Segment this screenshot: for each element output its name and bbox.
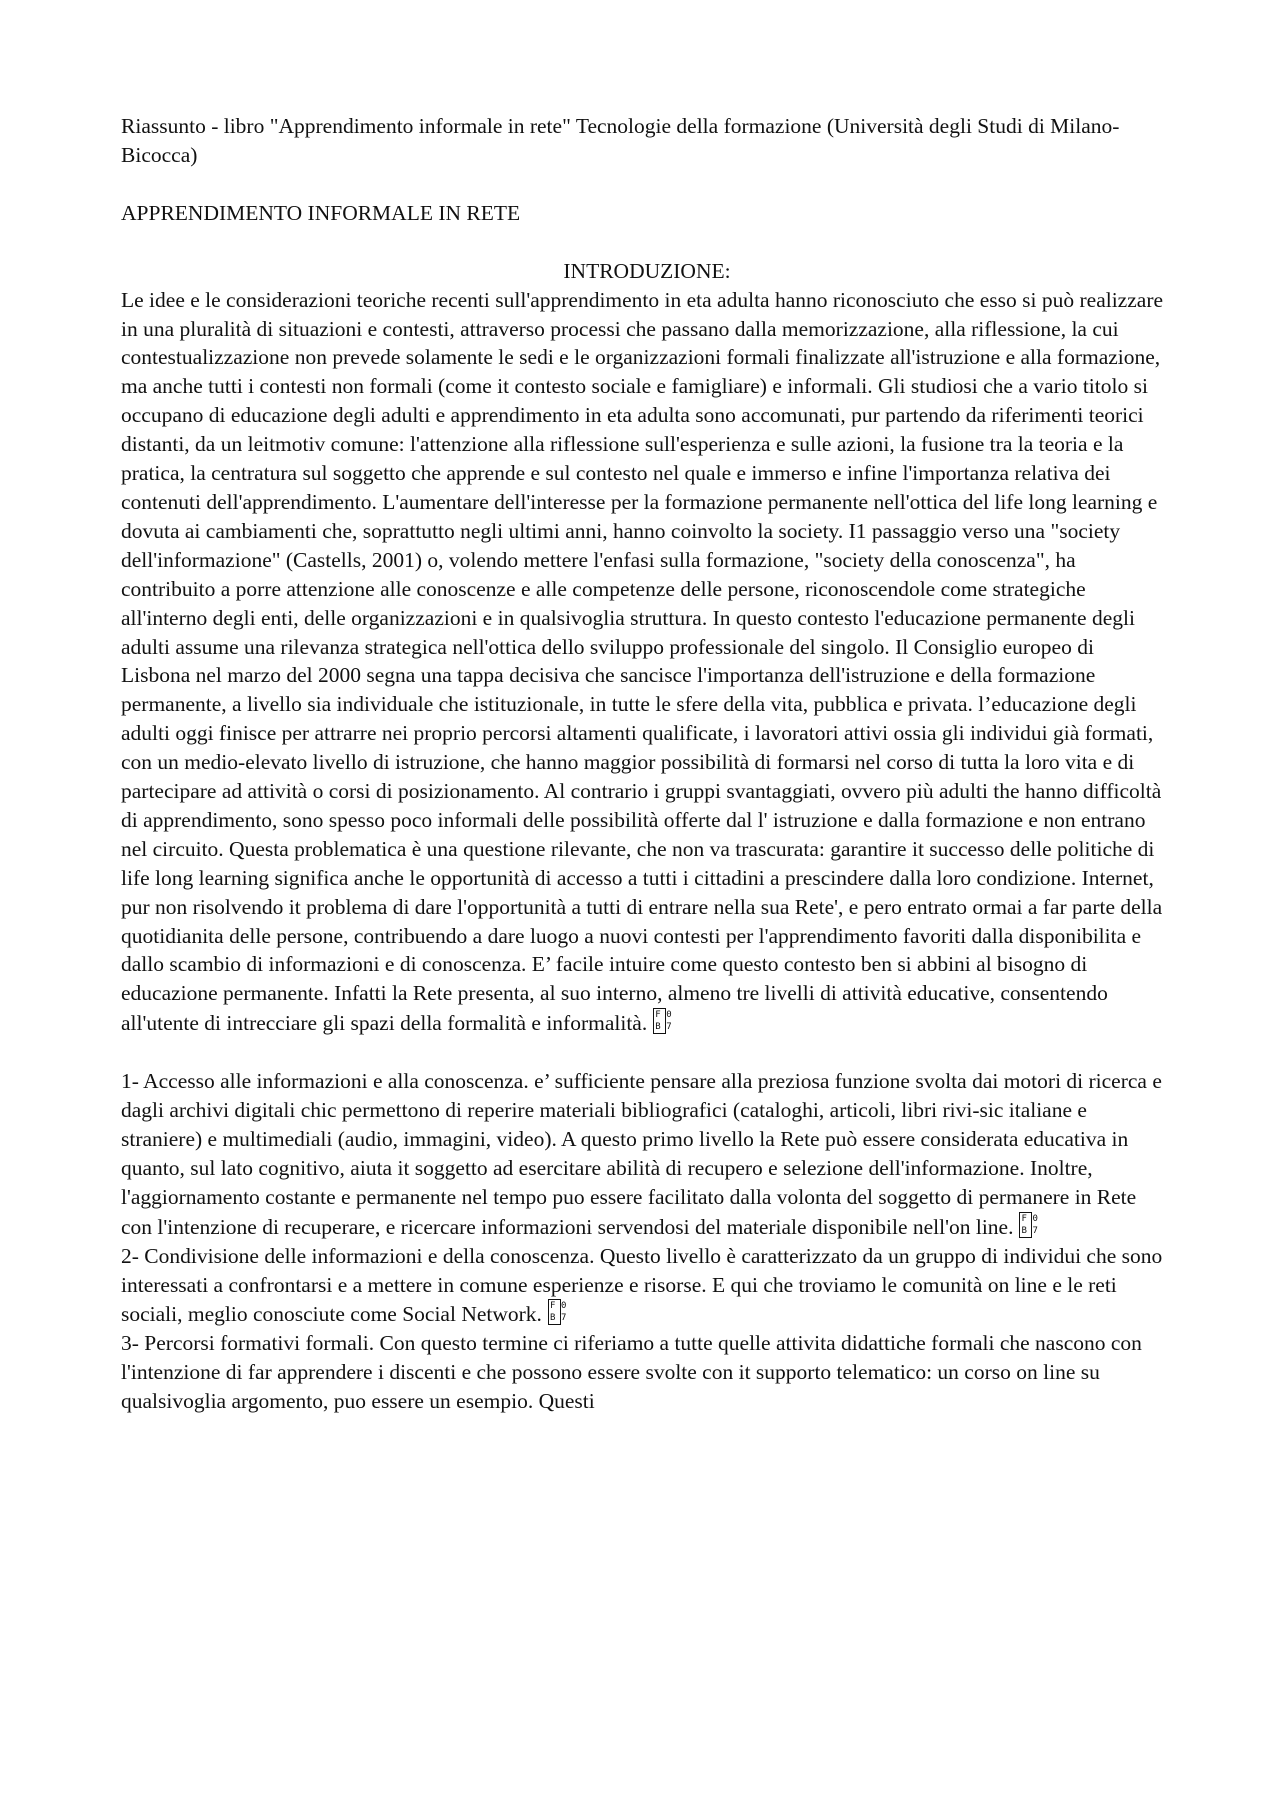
list-item-1-text: 1- Accesso alle informazioni e alla conoscenza. e’ sufficiente pensare alla preziosa funzione svolta dai motori di ricerca e dagli archivi digitali chic permettono di reperire materiali bibliografici (cataloghi, articoli, libri rivi-sic italiane e straniere) e multimediali (audio, immagini, video). A questo primo livello la Rete può essere considerata educativa in quanto, sul lato cognitivo, aiuta it soggetto ad esercitare abilità di recupero e selezione dell'informazione. Inoltre, l'aggiornamento costante e permanente nel tempo puo essere facilitato dalla volonta del soggetto di permanere in Rete con l'intenzione di recuperare, e ricercare informazioni servendosi del materiale disponibile nell'on line. xyxy=(121,1069,1168,1239)
missing-glyph-icon xyxy=(653,1008,672,1034)
list-item-2-text: 2- Condivisione delle informazioni e della conoscenza. Questo livello è caratterizzato da un gruppo di individui che sono interessati a confrontarsi e a mettere in comune esperienze e risorse. E qui che troviamo le comunità on line e le reti sociali, meglio conosciute come Social Network. xyxy=(121,1243,1168,1327)
glyph-char-top-right: 0 xyxy=(560,1301,567,1312)
list-item-1 xyxy=(121,1067,1167,1241)
glyph-char-top-left: F xyxy=(655,1010,661,1021)
glyph-char-top-left: F xyxy=(549,1301,556,1312)
missing-glyph-icon xyxy=(548,1299,567,1325)
glyph-char-bottom-left: B xyxy=(655,1022,661,1033)
main-heading: APPRENDIMENTO INFORMALE IN RETE xyxy=(121,200,521,225)
glyph-char-bottom-right: 7 xyxy=(1032,1225,1038,1236)
intro-paragraph xyxy=(121,286,1167,1039)
paragraph-gap xyxy=(121,1038,1167,1067)
glyph-char-top-right: 0 xyxy=(1032,1213,1038,1224)
glyph-char-bottom-right: 7 xyxy=(560,1313,567,1324)
list-item-2 xyxy=(121,1242,1167,1330)
glyph-char-bottom-left: B xyxy=(1021,1225,1027,1236)
document-page xyxy=(121,112,1167,1416)
glyph-char-top-left: F xyxy=(1021,1213,1027,1224)
glyph-char-top-right: 0 xyxy=(666,1010,672,1021)
intro-paragraph-text: Le idee e le considerazioni teoriche recenti sull'apprendimento in eta adulta hanno riconosciuto che esso si può realizzare in una pluralità di situazioni e contesti, attraverso processi che passano dalla memorizzazione, alla riflessione, la cui contestualizzazione non prevede solamente le sedi e le organizzazioni formali finalizzate all'istruzione e alla formazione, ma anche tutti i contesti non formali (come it contesto sociale e famigliare) e informali. Gli studiosi che a vario titolo si occupano di educazione degli adulti e apprendimento in eta adulta sono accomunati, pur partendo da riferimenti teorici distanti, da un leitmotiv comune: l'attenzione alla riflessione sull'esperienza e sulle azioni, la fusione tra la teoria e la pratica, la centratura sul soggetto che apprende e sul contesto nel quale e immerso e infine l'importanza relativa dei contenuti dell'apprendimento. L'aumentare dell'interesse per la formazione permanente nell'ottica del life long learning e dovuta ai cambiamenti che, soprattutto negli ultimi anni, hanno coinvolto la society. I1 passaggio verso una "society dell'informazione" (Castells, 2001) o, volendo mettere l'enfasi sulla formazione, "society della conoscenza", ha contribuito a porre attenzione alle conoscenze e alle competenze delle persone, riconoscendole come strategiche all'interno degli enti, delle organizzazioni e in qualsivoglia struttura. In questo contesto l'educazione permanente degli adulti assume una rilevanza strategica nell'ottica dello sviluppo professionale del singolo. Il Consiglio europeo di Lisbona nel marzo del 2000 segna una tappa decisiva che sancisce l'importanza dell'istruzione e della formazione permanente, a livello sia individuale che istituzionale, in tutte le sfere della vita, pubblica e privata. l’educazione degli adulti oggi finisce per attrarre nei proprio percorsi altamenti qualificate, i lavoratori attivi ossia gli individui già formati, con un medio-elevato livello di istruzione, che hanno maggior possibilità di formarsi nel corso di tutta la loro vita e di partecipare ad attività o corsi di posizionamento. Al contrario i gruppi svantaggiati, ovvero più adulti the hanno difficoltà di apprendimento, sono spesso poco informali delle possibilità offerte dal l' istruzione e dalla formazione e non entrano nel circuito. Questa problematica è una questione rilevante, che non va trascurata: garantire it successo delle politiche di life long learning significa anche le opportunità di accesso a tutti i cittadini a prescindere dalla loro condizione. Internet, pur non risolvendo it problema di dare l'opportunità a tutti di entrare nella sua Rete', e pero entrato ormai a far parte della quotidianita delle persone, contribuendo a dare luogo a nuovi contesti per l'apprendimento favoriti dalla disponibilita e dallo scambio di informazioni e di conoscenza. E’ facile intuire come questo contesto ben si abbini al bisogno di educazione permanente. Infatti la Rete presenta, al suo interno, almeno tre livelli di attività educative, consentendo all'utente di intrecciare gli spazi della formalità e informalità. xyxy=(121,287,1169,1036)
document-title: Riassunto - libro "Apprendimento informale in rete" Tecnologie della formazione (Università degli Studi di Milano-Bicocca) xyxy=(121,114,1120,167)
glyph-char-bottom-right: 7 xyxy=(666,1022,672,1033)
section-heading: INTRODUZIONE: xyxy=(563,258,731,283)
missing-glyph-icon xyxy=(1019,1212,1038,1238)
list-item-3: 3- Percorsi formativi formali. Con questo termine ci riferiamo a tutte quelle attivita didattiche formali che nascono con l'intenzione di far apprendere i discenti e che possono essere svolte con it supporto telematico: un corso on line su qualsivoglia argomento, puo essere un esempio. Questi xyxy=(121,1331,1148,1414)
glyph-char-bottom-left: B xyxy=(549,1313,556,1324)
